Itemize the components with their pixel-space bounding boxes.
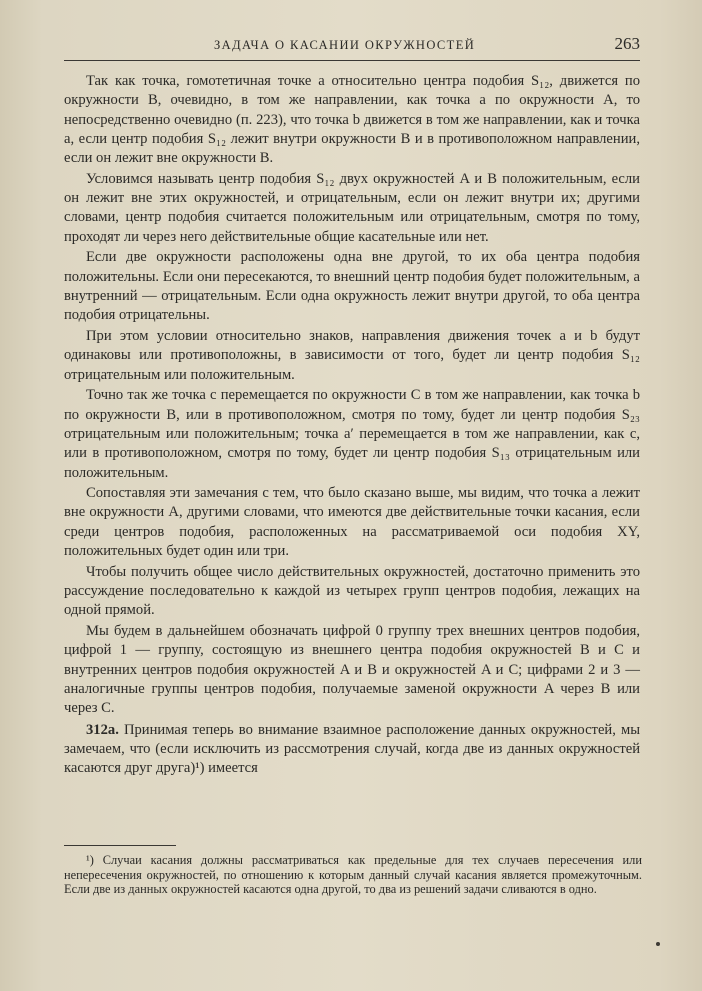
body-text <box>64 72 640 780</box>
paragraph: Если две окружности расположены одна вне другой, то их оба центра подобия положительны. Если они пересекаются, то внешний центр подобия будет положительным, а внутренний — отрицательным. Если одна окружность лежит внутри другой, то оба центра подобия отрицательны. <box>64 249 640 324</box>
paragraph: Сопоставляя эти замечания с тем, что было сказано выше, мы видим, что точка a лежит вне окружности A, другими словами, что имеются две действительные точки касания, если среди центров подобия, расположенных на рассматриваемой оси подобия XY, положительных будет один или три. <box>64 485 640 560</box>
paragraph: Условимся называть центр подобия S₁₂ двух окружностей A и B положительным, если он лежит вне этих окружностей, и отрицательным, если он лежит внутри их; другими словами, центр подобия считается положительным или отрицательным, смотря по тому, проходят ли через него действительные общие касательные или нет. <box>64 170 640 245</box>
ink-speck <box>656 942 660 946</box>
page-header <box>64 34 640 61</box>
paragraph: Точно так же точка c перемещается по окружности C в том же направлении, как точка b по окружности B, или в противоположном, смотря по тому, будет ли центр подобия S₂₃ отрицательным или положительным; точка a′ перемещается в том же направлении, как c, или в противоположном, смотря по тому, будет ли центр подобия S₁₃ отрицательным или положительным. <box>64 387 640 481</box>
section-text: Принимая теперь во внимание взаимное расположение данных окружностей, мы замечаем, что (если исключить из рассмотрения случай, когда две из данных окружностей касаются друг друга)¹) имеется <box>64 721 640 777</box>
paragraph: При этом условии относительно знаков, направления движения точек a и b будут одинаковы или противоположны, в зависимости от того, будет ли центр подобия S₁₂ отрицательным или положительным. <box>64 328 640 383</box>
running-title: ЗАДАЧА О КАСАНИИ ОКРУЖНОСТЕЙ <box>214 38 476 52</box>
section-number: 312a. <box>86 721 119 738</box>
footnote-divider <box>64 845 176 846</box>
paragraph: Так как точка, гомотетичная точке a относительно центра подобия S₁₂, движется по окружности B, очевидно, в том же направлении, как точка a по окружности A, то непосредственно очевидно (п. 223), что точка b движется в том же направлении, как и точка a, если центр подобия S₁₂ лежит внутри окружности B и в противоположном направлении, если он лежит вне окружности B. <box>64 73 640 167</box>
page-number: 263 <box>614 34 640 53</box>
paragraph: Мы будем в дальнейшем обозначать цифрой 0 группу трех внешних центров подобия, цифрой 1 — группу, состоящую из внешнего центра подобия окружностей B и C и внутренних центров подобия окружностей A и B и окружностей A и C; цифрами 2 и 3 — аналогичные группы центров подобия, получаемые заменой окружности A через B или через C. <box>64 623 640 717</box>
footnote-text: ¹) Случаи касания должны рассматриваться как предельные для тех случаев пересечения или непересечения окружностей, по отношению к которым данный случай касания является промежуточным. Если две из данных окружностей касаются одна другой, то два из решений задачи сливаются в одно. <box>64 853 642 897</box>
paragraph: Чтобы получить общее число действительных окружностей, достаточно применить это рассуждение последовательно к каждой из четырех групп центров подобия, лежащих на одной прямой. <box>64 563 640 619</box>
section-paragraph <box>64 721 640 779</box>
footnote <box>64 853 642 897</box>
